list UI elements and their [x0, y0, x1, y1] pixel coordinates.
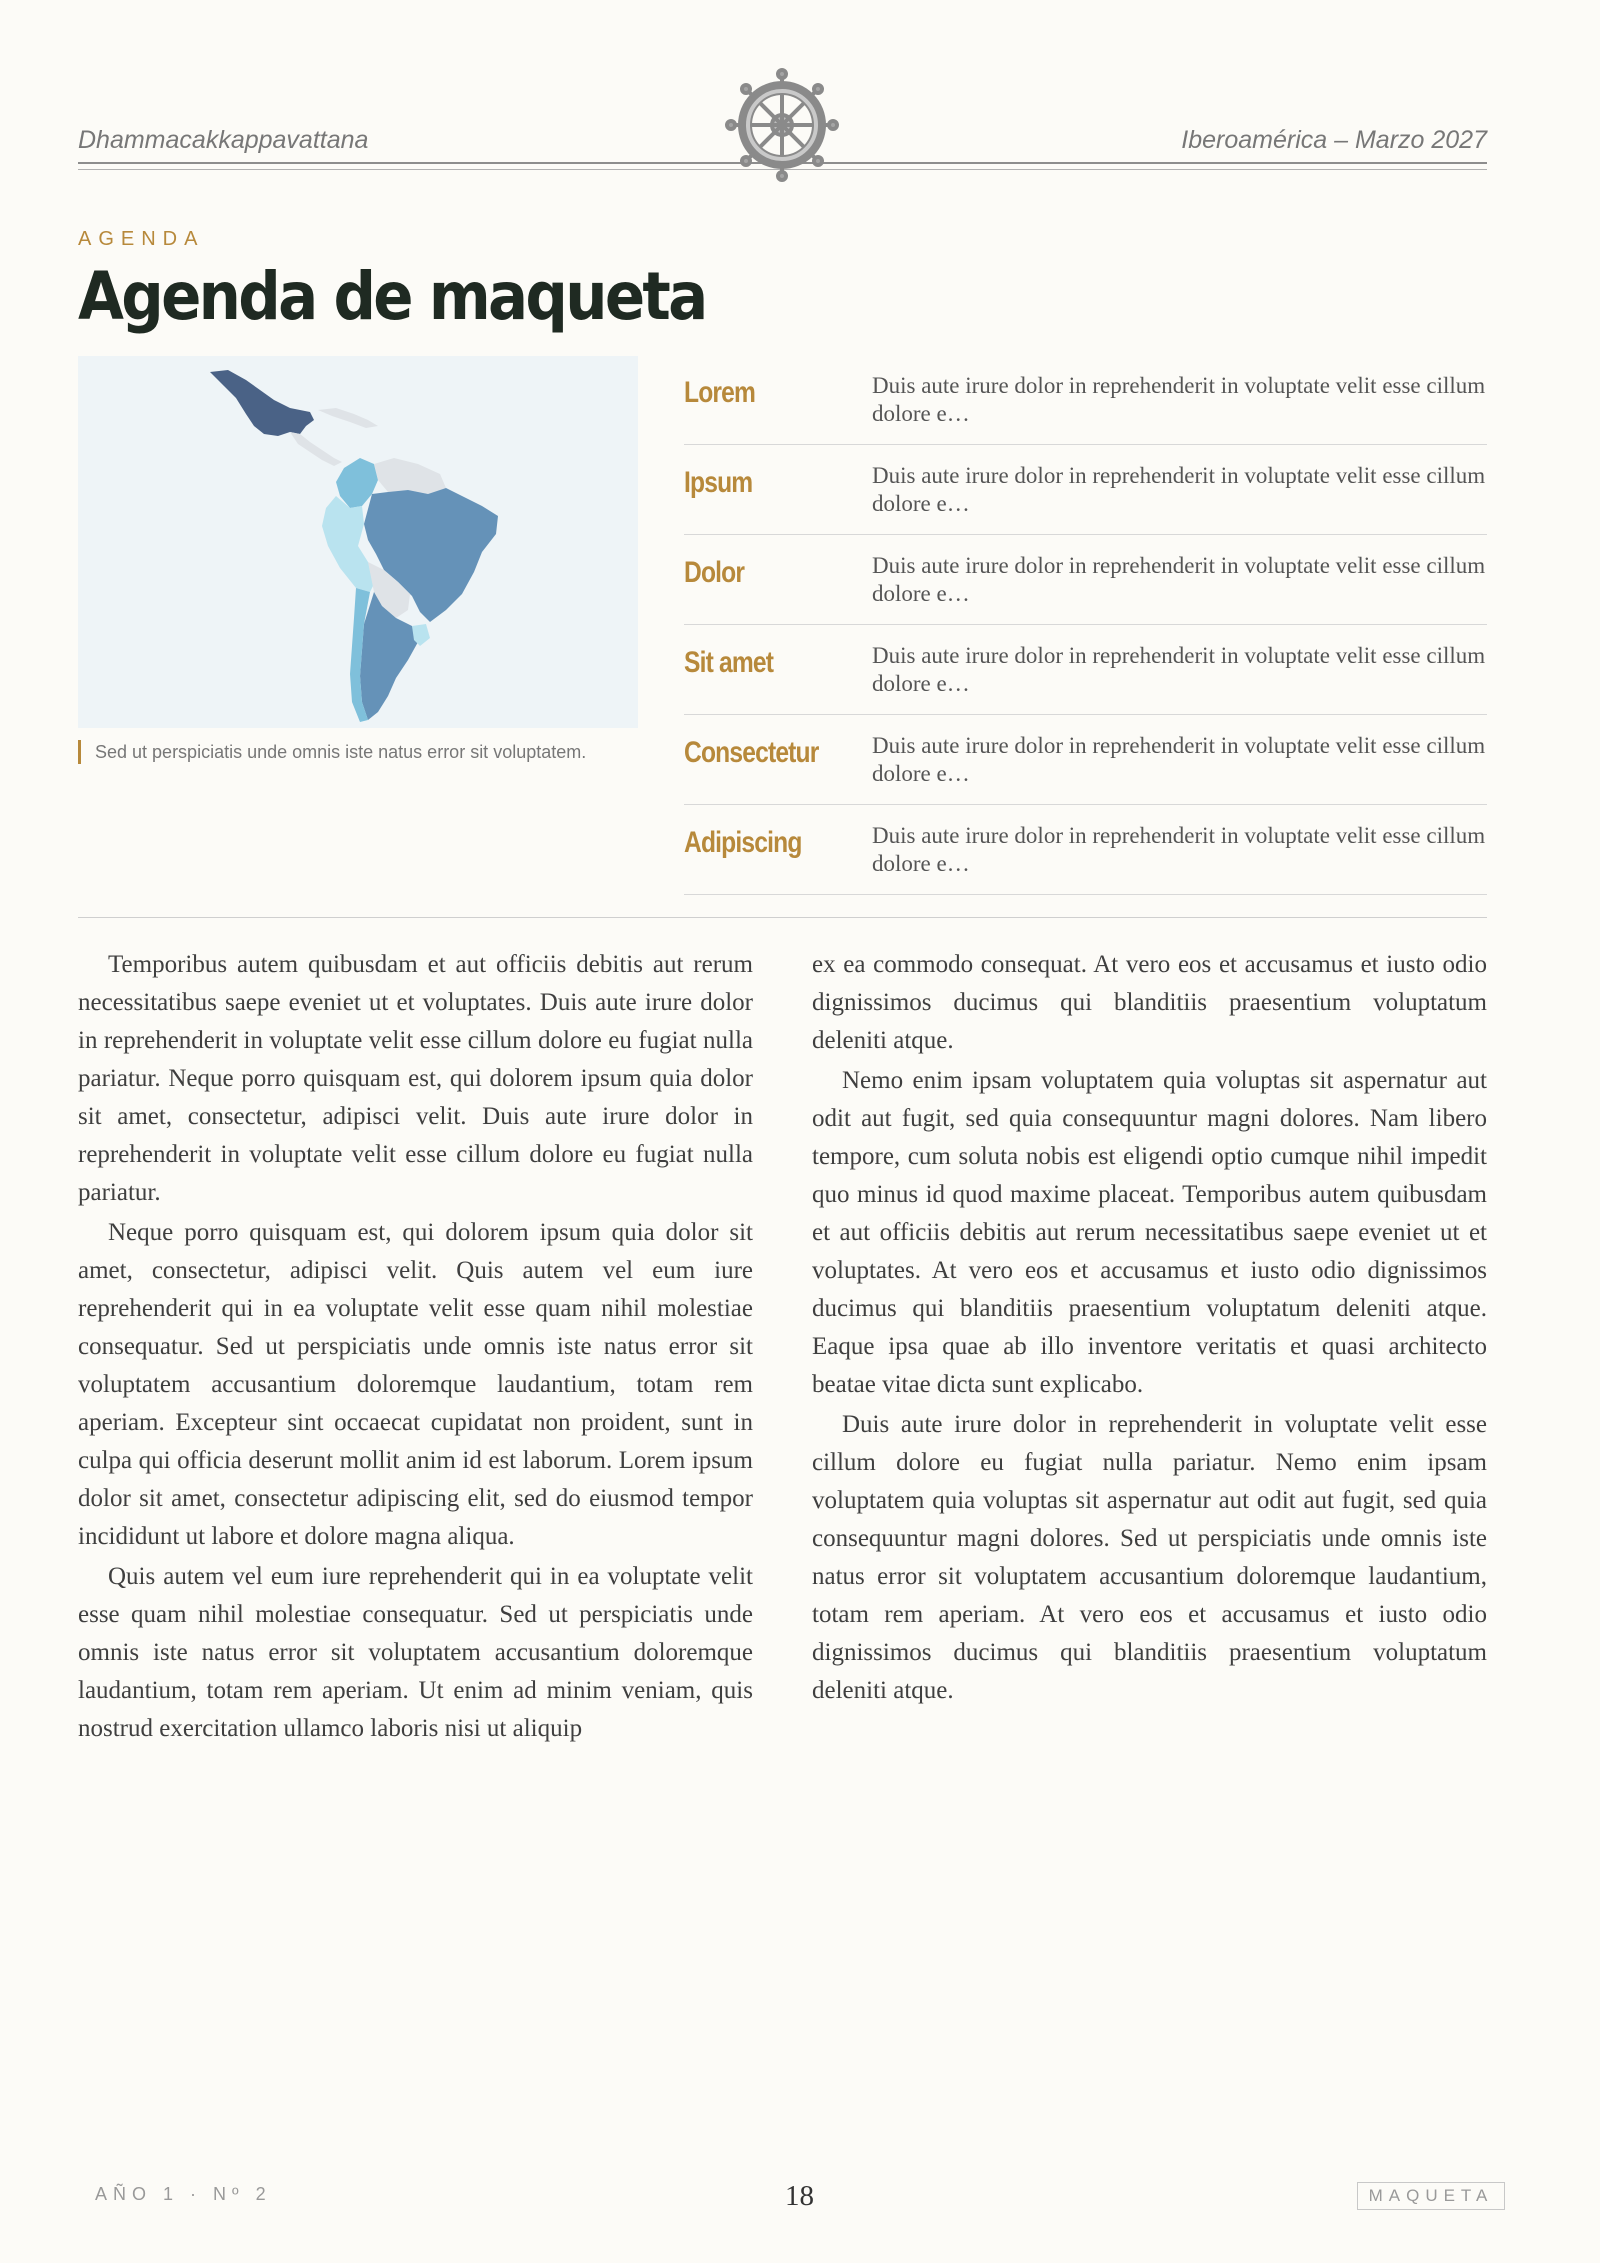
body-paragraph: Neque porro quisquam est, qui dolorem ipsum quia dolor sit amet, consectetur, adipisci velit. Quis autem vel eum iure reprehenderit qui in ea voluptate velit esse quam nihil molestiae consequatur. Sed ut perspiciatis unde omnis iste natus error sit voluptatem accusantium doloremque laudantium, totam rem aperiam. Excepteur sint occaecat cupidatat non proident, sunt in culpa qui officia deserunt mollit anim id est laborum. Lorem ipsum dolor sit amet, consectetur adipiscing elit, sed do eiusmod tempor incididunt ut labore et dolore magna aliqua.: [78, 1219, 753, 1550]
agenda-item: [684, 806, 1487, 895]
map-region-central-america: [290, 432, 342, 466]
body-column-right: [812, 946, 1487, 1712]
body-paragraph: Duis aute irure dolor in reprehenderit in voluptate velit esse cillum dolore eu fugiat nulla pariatur. Nemo enim ipsam voluptatem quia voluptas sit aspernatur aut odit aut fugit, sed quia consequuntur magni dolores. Sed ut perspiciatis unde omnis iste natus error sit voluptatem accusantium doloremque laudantium, totam rem aperiam. At vero eos et accusamus et iusto odio dignissimos ducimus qui blanditiis praesentium voluptatum deleniti atque.: [812, 1411, 1487, 1704]
agenda-item-desc: Duis aute irure dolor in reprehenderit in voluptate velit esse cillum dolore e…: [872, 643, 1486, 696]
agenda-item: [684, 626, 1487, 715]
agenda-item-desc: Duis aute irure dolor in reprehenderit in voluptate velit esse cillum dolore e…: [872, 463, 1486, 516]
header-publication-name: Dhammacakkappavattana: [78, 126, 369, 154]
footer-issue: AÑO 1 · Nº 2: [95, 2184, 272, 2204]
agenda-item: [684, 446, 1487, 535]
map-region-mexico: [210, 370, 314, 436]
agenda-item-desc: Duis aute irure dolor in reprehenderit in voluptate velit esse cillum dolore e…: [872, 373, 1486, 426]
body-column-left: [78, 946, 753, 1750]
agenda-item-desc: Duis aute irure dolor in reprehenderit in voluptate velit esse cillum dolore e…: [872, 733, 1486, 786]
body-paragraph: Temporibus autem quibusdam et aut officiis debitis aut rerum necessitatibus saepe eveniet ut et voluptates. Duis aute irure dolor in reprehenderit in voluptate velit esse cillum dolore eu fugiat nulla pariatur. Neque porro quisquam est, qui dolorem ipsum quia dolor sit amet, consectetur, adipisci velit. Duis aute irure dolor in reprehenderit in voluptate velit esse cillum dolore eu fugiat nulla pariatur.: [78, 951, 753, 1206]
agenda-item-label: Lorem: [684, 376, 756, 409]
agenda-item: [684, 716, 1487, 805]
agenda-item-desc: Duis aute irure dolor in reprehenderit in voluptate velit esse cillum dolore e…: [872, 823, 1486, 876]
latin-america-map: [78, 356, 638, 728]
body-paragraph: Nemo enim ipsam voluptatem quia voluptas sit aspernatur aut odit aut fugit, sed quia consequuntur magni dolores. Nam libero tempore, cum soluta nobis est eligendi optio cumque nihil impedit quo minus id quod maxime placeat. Temporibus autem quibusdam et aut officiis debitis aut rerum necessitatibus saepe eveniet ut et voluptates. At vero eos et accusamus et iusto odio dignissimos ducimus qui blanditiis praesentium voluptatum deleniti atque. Eaque ipsa quae ab illo inventore veritatis et quasi architecto beatae vitae dicta sunt explicabo.: [812, 1067, 1487, 1398]
section-kicker: AGENDA: [78, 228, 205, 250]
dharma-wheel-icon: [723, 66, 841, 184]
agenda-item: [684, 356, 1487, 445]
agenda-item-label: Adipiscing: [684, 826, 802, 859]
agenda-item-label: Dolor: [684, 556, 745, 589]
section-divider: [78, 917, 1487, 918]
body-paragraph-continued: ex ea commodo consequat. At vero eos et accusamus et iusto odio dignissimos ducimus qui blanditiis praesentium voluptatum deleniti atque.: [812, 951, 1487, 1054]
footer-tag: MAQUETA: [1357, 2182, 1505, 2210]
agenda-item-label: Consectetur: [684, 736, 819, 769]
agenda-item-desc: Duis aute irure dolor in reprehenderit in voluptate velit esse cillum dolore e…: [872, 553, 1486, 606]
map-region-venezuela: [374, 458, 446, 494]
page-number: 18: [785, 2180, 814, 2212]
agenda-item: [684, 536, 1487, 625]
agenda-item-label: Sit amet: [684, 646, 774, 679]
body-paragraph: Quis autem vel eum iure reprehenderit qui in ea voluptate velit esse quam nihil molestiae consequatur. Sed ut perspiciatis unde omnis iste natus error sit voluptatem accusantium doloremque laudantium, totam rem aperiam. Ut enim ad minim veniam, quis nostrud exercitation ullamco laboris nisi ut aliquip: [78, 1563, 753, 1742]
map-region-caribbean: [318, 408, 378, 428]
agenda-list: [684, 356, 1487, 896]
page-title: Agenda de maqueta: [78, 258, 706, 335]
agenda-item-label: Ipsum: [684, 466, 753, 499]
header-issue-date: Iberoamérica – Marzo 2027: [1181, 126, 1487, 154]
map-caption: Sed ut perspiciatis unde omnis iste natus error sit voluptatem.: [78, 740, 655, 764]
